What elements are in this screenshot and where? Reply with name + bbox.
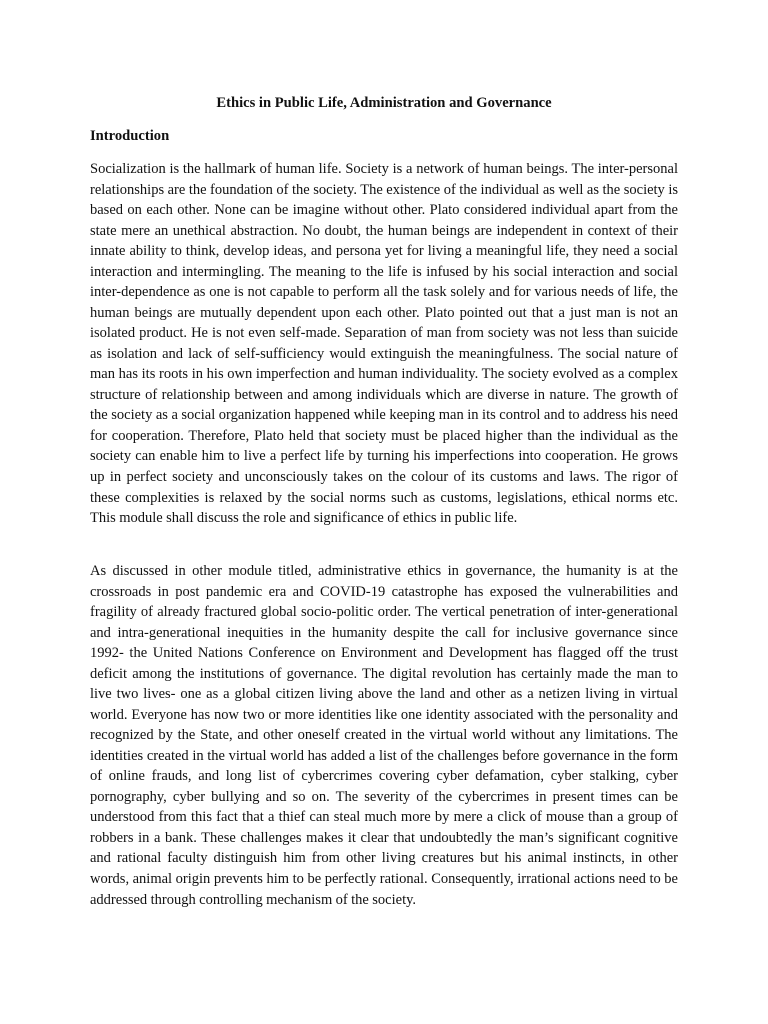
- body-paragraph-2: As discussed in other module titled, administrative ethics in governance, the humanity is at the crossroads in post pandemic era and COVID-19 catastrophe has exposed the vulnerabilities and fragility of already fractured global socio-politic order. The vertical penetration of inter-generational and intra-generational inequities in the humanity despite the call for inclusive governance since 1992- the United Nations Conference on Environment and Development has flagged off the trust deficit among the institutions of governance. The digital revolution has certainly made the man to live two lives- one as a global citizen living above the land and other as a netizen living in virtual world. Everyone has now two or more identities like one identity associated with the personality and recognized by the State, and other oneself created in the virtual world without any limitations. The identities created in the virtual world has added a list of the challenges before governance in the form of online frauds, and long list of cybercrimes covering cyber defamation, cyber stalking, cyber pornography, cyber bullying and so on. The severity of the cybercrimes in present times can be understood from this fact that a thief can steal much more by mere a click of mouse than a group of robbers in a bank. These challenges makes it clear that undoubtedly the man’s significant cognitive and rational faculty distinguish him from other living creatures but his animal instincts, in other words, animal origin prevents him to be perfectly rational. Consequently, irrational actions need to be addressed through controlling mechanism of the society.: [90, 563, 678, 908]
- section-heading-introduction: Introduction: [90, 128, 170, 144]
- body-paragraph-1: Socialization is the hallmark of human life. Society is a network of human beings. The inter-personal relationships are the foundation of the society. The existence of the individual as well as the society is based on each other. None can be imagine without other. Plato considered individual apart from the state mere an unethical abstraction. No doubt, the human beings are independent in context of their innate ability to think, develop ideas, and persona yet for living a meaningful life, they need a social interaction and intermingling. The meaning to the life is infused by his social interaction and social inter-dependence as one is not capable to perform all the task solely and for various needs of life, the human beings are mutually dependent upon each other. Plato pointed out that a just man is not an isolated product. He is not even self-made. Separation of man from society was not less than suicide as isolation and lack of self-sufficiency would extinguish the meaningfulness. The social nature of man has its roots in his own imperfection and human individuality. The society evolved as a complex structure of relationship between and among individuals which are diverse in nature. The growth of the society as a social organization happened while keeping man in its control and to address his need for cooperation. Therefore, Plato held that society must be placed higher than the individual as the society can enable him to live a perfect life by turning his imperfections into cooperation. He grows up in perfect society and unconsciously takes on the colour of its customs and laws. The rigor of these complexities is relaxed by the social norms such as customs, legislations, ethical norms etc. This module shall discuss the role and significance of ethics in public life.: [90, 161, 678, 527]
- document-title: Ethics in Public Life, Administration and Governance: [216, 95, 552, 111]
